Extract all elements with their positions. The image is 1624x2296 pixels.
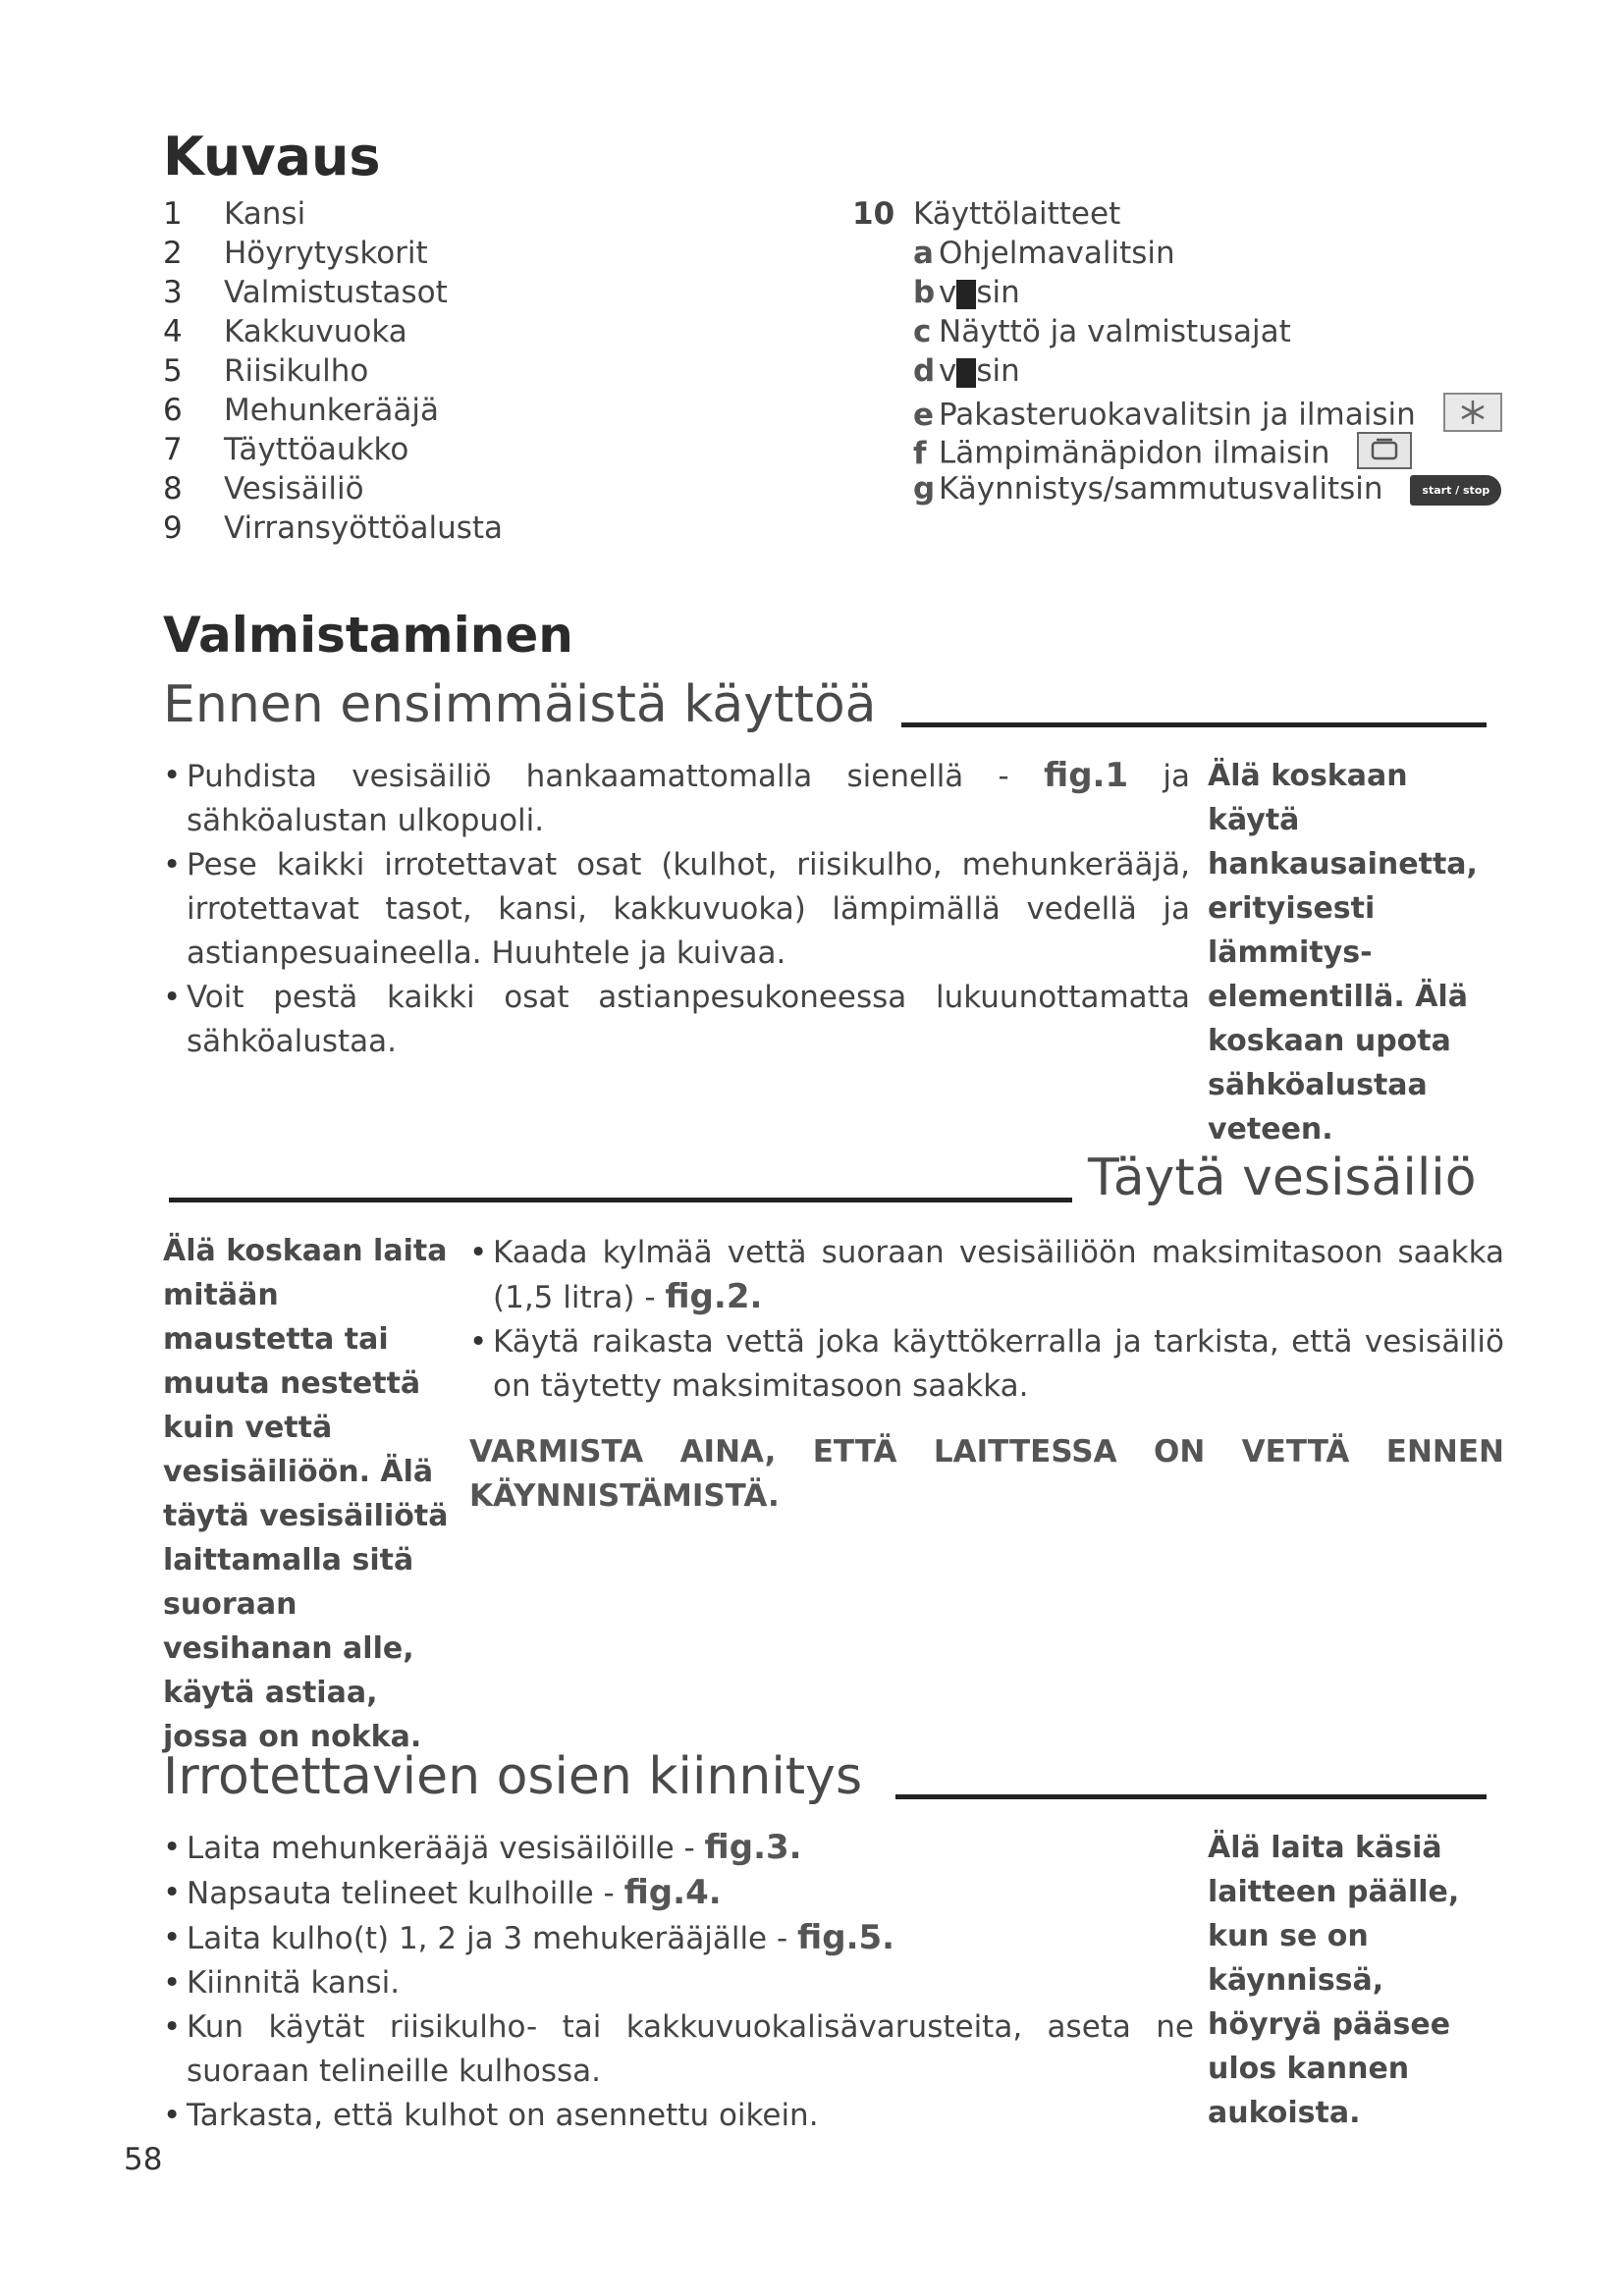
section-title-tayta: Täytä vesisäiliö xyxy=(1088,1148,1477,1207)
list-item: a Ohjelmavalitsin xyxy=(913,236,1175,271)
list-item: 8 Vesisäiliö xyxy=(163,471,364,507)
section-title-valmistaminen: Valmistaminen xyxy=(163,607,573,664)
list-item: g Käynnistys/sammutusvalitsin start / stop xyxy=(913,471,1502,510)
heading-rule xyxy=(901,722,1487,727)
bullet-list xyxy=(163,754,1190,1064)
list-item: 9 Virransyöttöalusta xyxy=(163,510,504,546)
list-item: d v sin xyxy=(913,353,1020,389)
list-item: e Pakasteruokavalitsin ja ilmaisin xyxy=(913,393,1502,432)
controls-heading: 10 Käyttölaitteet xyxy=(852,196,1121,232)
parts-list xyxy=(163,196,503,550)
start-stop-icon: start / stop xyxy=(1410,475,1501,506)
side-note: Älä laita käsiä laitteen päälle, kun se on käynnissä, höyryä pääsee ulos kannen aukoista. xyxy=(1208,1831,1460,2130)
list-item: 1 Kansi xyxy=(163,196,306,232)
list-item: • Voit pestä kaikki osat astianpesukoneessa lukuunottamatta sähköalustaa. xyxy=(163,976,1190,1064)
list-item: • Tarkasta, että kulhot on asennettu oikein. xyxy=(163,2094,1194,2138)
heading-rule xyxy=(169,1198,1072,1202)
list-item: b v sin xyxy=(913,275,1020,310)
list-item: • Kun käytät riisikulho- tai kakkuvuokalisävarusteita, aseta ne suoraan telineille kulhossa. xyxy=(163,2005,1194,2094)
list-item: 6 Mehunkerääjä xyxy=(163,393,440,428)
list-item: 7 Täyttöaukko xyxy=(163,432,409,467)
list-item: • Käytä raikasta vettä joka käyttökerralla ja tarkista, että vesisäiliö on täytetty maksimitasoon saakka. xyxy=(469,1320,1504,1409)
list-item: 5 Riisikulho xyxy=(163,353,369,389)
list-item: • Laita kulho(t) 1, 2 ja 3 mehukerääjälle - fig.5. xyxy=(163,1916,1194,1961)
list-item: • Pese kaikki irrotettavat osat (kulhot, riisikulho, mehunkerääjä, irrotettavat tasot, kansi, kakkuvuoka) lämpimällä vedellä ja astianpesuaineella. Huuhtele ja kuivaa. xyxy=(163,843,1190,976)
list-item: c Näyttö ja valmistusajat xyxy=(913,314,1291,349)
section-title-kuvaus: Kuvaus xyxy=(163,126,381,187)
list-item: 3 Valmistustasot xyxy=(163,275,448,310)
page-number: 58 xyxy=(124,2142,163,2177)
subsection-title-ennen: Ennen ensimmäistä käyttöä xyxy=(163,675,877,734)
list-item: • Laita mehunkerääjä vesisäilöille - fig.3. xyxy=(163,1826,1194,1871)
list-item: 2 Höyrytyskorit xyxy=(163,236,428,271)
list-item: • Puhdista vesisäiliö hankaamattomalla sienellä - fig.1 ja sähköalustan ulkopuoli. xyxy=(163,754,1190,843)
controls-list xyxy=(852,196,1502,510)
bullet-list xyxy=(469,1231,1504,1519)
warning-text: VARMISTA AINA, ETTÄ LAITTESSA ON VETTÄ ENNEN KÄYNNISTÄMISTÄ. xyxy=(469,1434,1504,1514)
bullet-list xyxy=(163,1826,1194,2138)
list-item: f Lämpimänäpidon ilmaisin xyxy=(913,432,1502,471)
snowflake-icon xyxy=(1443,393,1502,440)
list-item: • Kiinnitä kansi. xyxy=(163,1961,1194,2005)
heading-rule xyxy=(895,1794,1487,1799)
side-note: Älä koskaan käytä hankausainetta, erityisesti lämmitys-elementillä. Älä koskaan upota sähköalustaa veteen. xyxy=(1208,759,1478,1147)
redaction-mark xyxy=(956,358,976,388)
section-title-irrotettavat: Irrotettavien osien kiinnitys xyxy=(163,1747,863,1806)
redaction-mark xyxy=(956,280,976,309)
list-item: • Napsauta telineet kulhoille - fig.4. xyxy=(163,1871,1194,1916)
list-item: • Kaada kylmää vettä suoraan vesisäiliöön maksimitasoon saakka (1,5 litra) - fig.2. xyxy=(469,1231,1504,1320)
side-note: Älä koskaan laita mitään maustetta tai muuta nestettä kuin vettä vesisäiliöön. Älä täytä vesisäiliötä laittamalla sitä suoraan vesihanan alle, käytä astiaa, jossa on nokka. xyxy=(163,1234,449,1754)
list-item: 4 Kakkuvuoka xyxy=(163,314,407,349)
